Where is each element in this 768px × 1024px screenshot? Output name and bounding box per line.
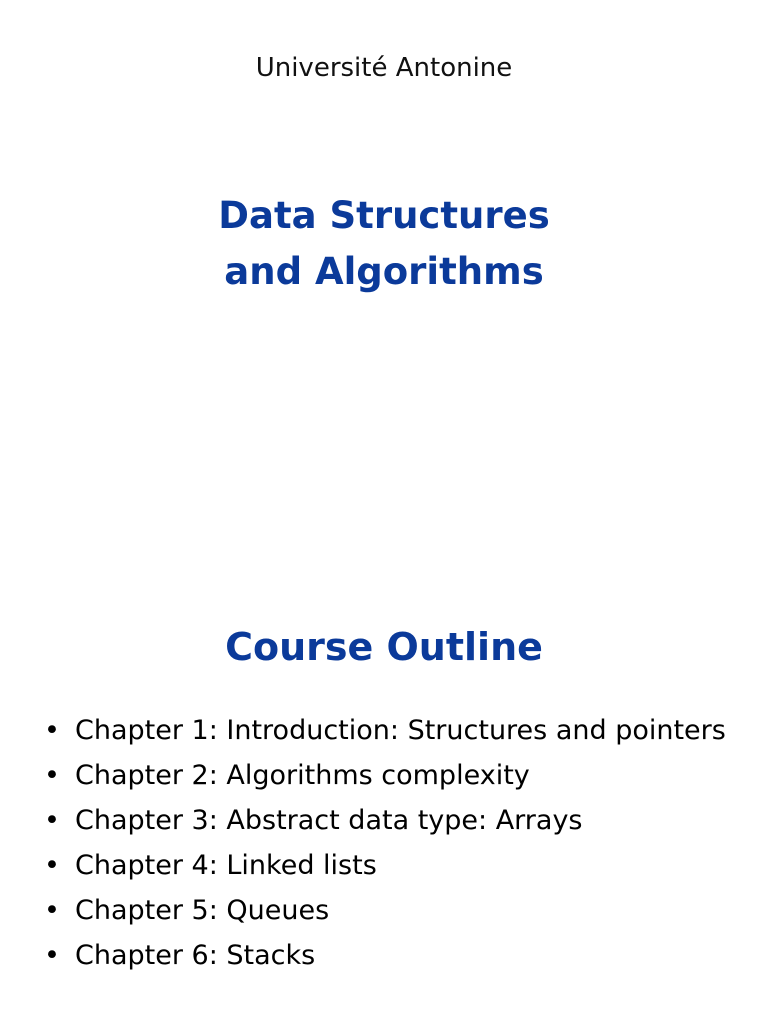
chapter-item-5 (44, 892, 744, 929)
bullet-icon: • (44, 895, 60, 926)
institution-name: Université Antonine (255, 53, 513, 83)
chapter-list (44, 712, 744, 974)
bullet-icon: • (44, 805, 60, 836)
chapter-item-2 (44, 757, 744, 794)
course-title-line-2: and Algorithms (224, 250, 544, 293)
chapter-label-1: Chapter 1: Introduction: Structures and pointers (75, 715, 726, 746)
chapter-item-3 (44, 802, 744, 839)
course-outline-heading: Course Outline (225, 625, 543, 669)
bullet-icon: • (44, 760, 60, 791)
chapter-label-4: Chapter 4: Linked lists (75, 850, 377, 881)
chapter-label-2: Chapter 2: Algorithms complexity (75, 760, 530, 791)
course-title-line-1: Data Structures (218, 194, 550, 237)
chapter-label-6: Chapter 6: Stacks (75, 940, 316, 971)
course-title (0, 188, 768, 300)
chapter-item-1 (44, 712, 744, 749)
chapter-item-4 (44, 847, 744, 884)
chapter-label-5: Chapter 5: Queues (75, 895, 330, 926)
bullet-icon: • (44, 850, 60, 881)
bullet-icon: • (44, 715, 60, 746)
bullet-icon: • (44, 940, 60, 971)
chapter-label-3: Chapter 3: Abstract data type: Arrays (75, 805, 583, 836)
chapter-item-6 (44, 937, 744, 974)
